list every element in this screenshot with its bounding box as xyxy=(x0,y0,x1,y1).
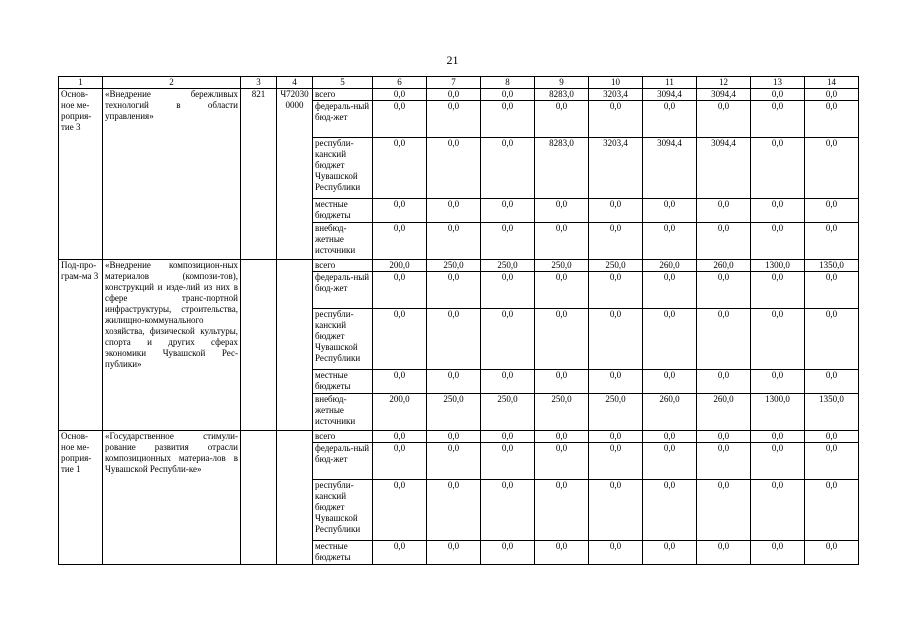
amount-cell: 0,0 xyxy=(589,272,643,309)
amount-cell: 0,0 xyxy=(805,223,859,260)
amount-cell: 0,0 xyxy=(481,431,535,443)
funding-source: местные бюджеты xyxy=(313,541,373,565)
amount-cell: 0,0 xyxy=(373,370,427,394)
amount-cell: 0,0 xyxy=(481,480,535,541)
amount-cell: 0,0 xyxy=(643,480,697,541)
program-code: Основ-ное ме-роприя-тие 1 xyxy=(59,431,103,565)
amount-cell: 1350,0 xyxy=(805,260,859,272)
responsible-code xyxy=(241,431,277,565)
amount-cell: 0,0 xyxy=(805,101,859,138)
program-code: Основ-ное ме-роприя-тие 3 xyxy=(59,89,103,260)
budget-table xyxy=(58,76,859,565)
amount-cell: 0,0 xyxy=(589,480,643,541)
amount-cell: 0,0 xyxy=(805,89,859,101)
amount-cell: 0,0 xyxy=(373,199,427,223)
amount-cell: 0,0 xyxy=(805,443,859,480)
column-number-14: 14 xyxy=(805,77,859,89)
amount-cell: 0,0 xyxy=(589,443,643,480)
amount-cell: 0,0 xyxy=(427,199,481,223)
amount-cell: 0,0 xyxy=(373,443,427,480)
amount-cell: 0,0 xyxy=(589,541,643,565)
amount-cell: 0,0 xyxy=(535,223,589,260)
funding-source: внебюд-жетные источники xyxy=(313,394,373,431)
amount-cell: 0,0 xyxy=(427,223,481,260)
amount-cell: 0,0 xyxy=(805,431,859,443)
amount-cell: 0,0 xyxy=(751,272,805,309)
column-number-4: 4 xyxy=(277,77,313,89)
amount-cell: 3094,4 xyxy=(697,89,751,101)
amount-cell: 0,0 xyxy=(427,101,481,138)
amount-cell: 200,0 xyxy=(373,260,427,272)
amount-cell: 0,0 xyxy=(373,272,427,309)
funding-source: местные бюджеты xyxy=(313,370,373,394)
column-number-8: 8 xyxy=(481,77,535,89)
column-number-6: 6 xyxy=(373,77,427,89)
amount-cell: 0,0 xyxy=(535,541,589,565)
funding-source: республи-канский бюджет Чувашской Республики xyxy=(313,309,373,370)
amount-cell: 1300,0 xyxy=(751,394,805,431)
amount-cell: 250,0 xyxy=(589,260,643,272)
budget-classification-code: Ч72030 0000 xyxy=(277,89,313,260)
amount-cell: 0,0 xyxy=(751,480,805,541)
header-row xyxy=(59,77,859,89)
amount-cell: 0,0 xyxy=(751,138,805,199)
amount-cell: 260,0 xyxy=(697,260,751,272)
amount-cell: 0,0 xyxy=(535,370,589,394)
amount-cell: 0,0 xyxy=(805,199,859,223)
amount-cell: 0,0 xyxy=(427,541,481,565)
amount-cell: 0,0 xyxy=(697,199,751,223)
budget-classification-code xyxy=(277,260,313,431)
amount-cell: 0,0 xyxy=(427,370,481,394)
column-number-13: 13 xyxy=(751,77,805,89)
amount-cell: 250,0 xyxy=(481,260,535,272)
funding-source: федераль-ный бюд-жет xyxy=(313,101,373,138)
amount-cell: 0,0 xyxy=(427,480,481,541)
column-number-9: 9 xyxy=(535,77,589,89)
amount-cell: 0,0 xyxy=(481,223,535,260)
amount-cell: 0,0 xyxy=(805,541,859,565)
amount-cell: 0,0 xyxy=(481,101,535,138)
amount-cell: 0,0 xyxy=(589,101,643,138)
amount-cell: 200,0 xyxy=(373,394,427,431)
column-number-2: 2 xyxy=(103,77,241,89)
amount-cell: 0,0 xyxy=(535,199,589,223)
amount-cell: 8283,0 xyxy=(535,138,589,199)
amount-cell: 0,0 xyxy=(481,272,535,309)
amount-cell: 0,0 xyxy=(643,309,697,370)
amount-cell: 0,0 xyxy=(751,199,805,223)
amount-cell: 0,0 xyxy=(373,541,427,565)
amount-cell: 250,0 xyxy=(481,394,535,431)
funding-source: федераль-ный бюд-жет xyxy=(313,443,373,480)
funding-source: республи-канский бюджет Чувашской Республики xyxy=(313,480,373,541)
funding-source: федераль-ный бюд-жет xyxy=(313,272,373,309)
amount-cell: 0,0 xyxy=(751,443,805,480)
amount-cell: 260,0 xyxy=(697,394,751,431)
amount-cell: 0,0 xyxy=(427,309,481,370)
table-row xyxy=(59,431,859,443)
amount-cell: 0,0 xyxy=(373,89,427,101)
amount-cell: 3094,4 xyxy=(697,138,751,199)
program-code: Под-про-грам-ма 3 xyxy=(59,260,103,431)
amount-cell: 3094,4 xyxy=(643,89,697,101)
amount-cell: 260,0 xyxy=(643,394,697,431)
amount-cell: 250,0 xyxy=(427,260,481,272)
amount-cell: 0,0 xyxy=(481,309,535,370)
amount-cell: 0,0 xyxy=(805,138,859,199)
amount-cell: 0,0 xyxy=(697,541,751,565)
amount-cell: 0,0 xyxy=(373,138,427,199)
column-number-1: 1 xyxy=(59,77,103,89)
amount-cell: 0,0 xyxy=(643,370,697,394)
amount-cell: 0,0 xyxy=(589,370,643,394)
amount-cell: 0,0 xyxy=(481,138,535,199)
amount-cell: 0,0 xyxy=(643,223,697,260)
budget-classification-code xyxy=(277,431,313,565)
amount-cell: 0,0 xyxy=(643,101,697,138)
amount-cell: 250,0 xyxy=(535,260,589,272)
amount-cell: 0,0 xyxy=(481,541,535,565)
column-number-3: 3 xyxy=(241,77,277,89)
responsible-code xyxy=(241,260,277,431)
amount-cell: 0,0 xyxy=(427,431,481,443)
amount-cell: 0,0 xyxy=(805,480,859,541)
amount-cell: 0,0 xyxy=(535,309,589,370)
amount-cell: 1350,0 xyxy=(805,394,859,431)
amount-cell: 0,0 xyxy=(535,480,589,541)
amount-cell: 250,0 xyxy=(427,394,481,431)
amount-cell: 0,0 xyxy=(643,541,697,565)
amount-cell: 0,0 xyxy=(373,101,427,138)
column-number-11: 11 xyxy=(643,77,697,89)
amount-cell: 0,0 xyxy=(373,431,427,443)
program-name: «Внедрение композицион-ных материалов (компози-тов), конструкций и изде-лий из них в сфере транс-портной инфраструктуры, строительства, жилищно-коммунального хозяйства, физической культуры, спорта и других сферах экономики Чувашской Рес-публики» xyxy=(103,260,241,431)
amount-cell: 0,0 xyxy=(373,480,427,541)
amount-cell: 0,0 xyxy=(427,138,481,199)
amount-cell: 0,0 xyxy=(589,223,643,260)
amount-cell: 0,0 xyxy=(697,443,751,480)
amount-cell: 0,0 xyxy=(535,272,589,309)
amount-cell: 0,0 xyxy=(427,89,481,101)
table-row xyxy=(59,89,859,101)
page-number: 21 xyxy=(446,53,459,67)
amount-cell: 0,0 xyxy=(427,443,481,480)
amount-cell: 0,0 xyxy=(427,272,481,309)
amount-cell: 0,0 xyxy=(751,370,805,394)
amount-cell: 0,0 xyxy=(481,89,535,101)
amount-cell: 0,0 xyxy=(805,272,859,309)
amount-cell: 0,0 xyxy=(481,199,535,223)
funding-source: всего xyxy=(313,260,373,272)
amount-cell: 250,0 xyxy=(535,394,589,431)
funding-source: республи-канский бюджет Чувашской Республики xyxy=(313,138,373,199)
responsible-code: 821 xyxy=(241,89,277,260)
funding-source: местные бюджеты xyxy=(313,199,373,223)
amount-cell: 0,0 xyxy=(535,443,589,480)
amount-cell: 3203,4 xyxy=(589,89,643,101)
amount-cell: 0,0 xyxy=(643,272,697,309)
program-name: «Внедрение бережливых технологий в области управления» xyxy=(103,89,241,260)
amount-cell: 0,0 xyxy=(589,199,643,223)
amount-cell: 1300,0 xyxy=(751,260,805,272)
amount-cell: 0,0 xyxy=(697,101,751,138)
amount-cell: 0,0 xyxy=(805,309,859,370)
amount-cell: 0,0 xyxy=(751,89,805,101)
amount-cell: 0,0 xyxy=(697,431,751,443)
column-number-5: 5 xyxy=(313,77,373,89)
amount-cell: 260,0 xyxy=(643,260,697,272)
funding-source: всего xyxy=(313,89,373,101)
amount-cell: 0,0 xyxy=(535,431,589,443)
amount-cell: 3203,4 xyxy=(589,138,643,199)
funding-source: внебюд-жетные источники xyxy=(313,223,373,260)
amount-cell: 8283,0 xyxy=(535,89,589,101)
amount-cell: 0,0 xyxy=(481,443,535,480)
amount-cell: 0,0 xyxy=(589,431,643,443)
amount-cell: 250,0 xyxy=(589,394,643,431)
amount-cell: 3094,4 xyxy=(643,138,697,199)
amount-cell: 0,0 xyxy=(751,431,805,443)
amount-cell: 0,0 xyxy=(751,309,805,370)
amount-cell: 0,0 xyxy=(697,370,751,394)
amount-cell: 0,0 xyxy=(805,370,859,394)
amount-cell: 0,0 xyxy=(697,309,751,370)
amount-cell: 0,0 xyxy=(481,370,535,394)
funding-source: всего xyxy=(313,431,373,443)
amount-cell: 0,0 xyxy=(589,309,643,370)
amount-cell: 0,0 xyxy=(751,101,805,138)
column-number-12: 12 xyxy=(697,77,751,89)
amount-cell: 0,0 xyxy=(643,443,697,480)
amount-cell: 0,0 xyxy=(373,223,427,260)
amount-cell: 0,0 xyxy=(643,431,697,443)
amount-cell: 0,0 xyxy=(643,199,697,223)
amount-cell: 0,0 xyxy=(751,223,805,260)
amount-cell: 0,0 xyxy=(373,309,427,370)
table-row xyxy=(59,260,859,272)
program-name: «Государственное стимули-рование развития отрасли композиционных материа-лов в Чувашской Республи-ке» xyxy=(103,431,241,565)
column-number-10: 10 xyxy=(589,77,643,89)
amount-cell: 0,0 xyxy=(697,272,751,309)
amount-cell: 0,0 xyxy=(697,480,751,541)
amount-cell: 0,0 xyxy=(535,101,589,138)
column-number-7: 7 xyxy=(427,77,481,89)
amount-cell: 0,0 xyxy=(697,223,751,260)
amount-cell: 0,0 xyxy=(751,541,805,565)
